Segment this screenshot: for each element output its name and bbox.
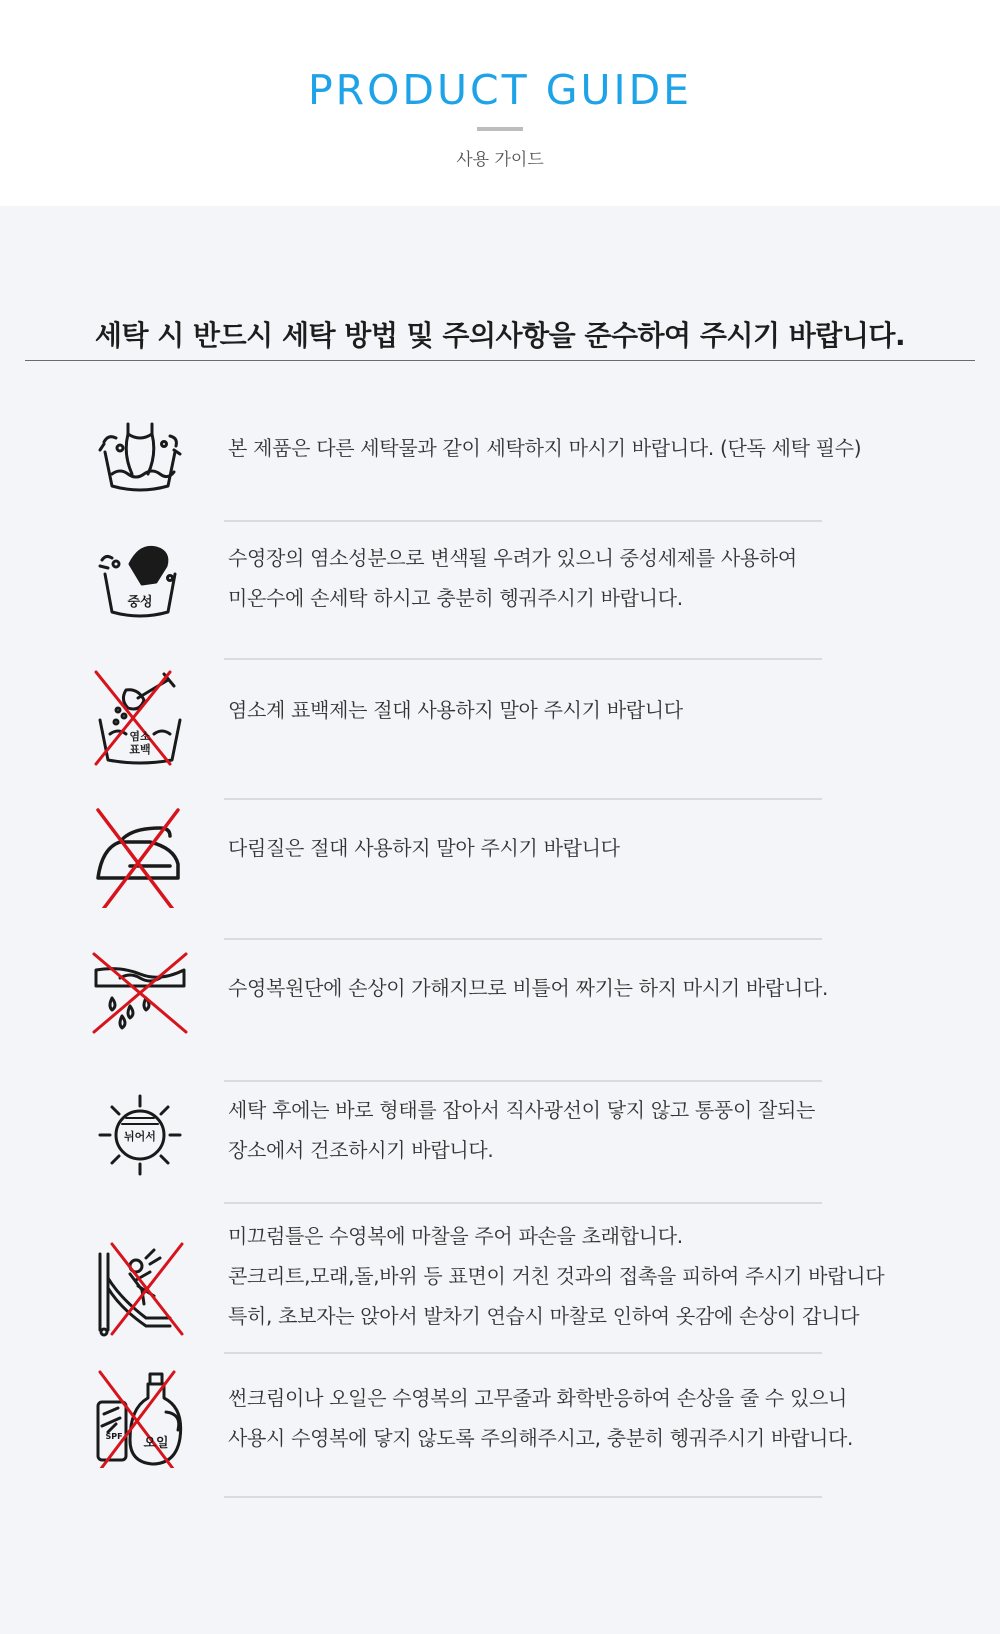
guide-text	[228, 428, 861, 468]
guide-line: 염소계 표백제는 절대 사용하지 말아 주시기 바랍니다	[228, 698, 683, 722]
guide-line: 콘크리트,모래,돌,바위 등 표면이 거친 것과의 접촉을 피하여 주시기 바랍니다	[228, 1264, 885, 1288]
row-divider	[224, 1080, 822, 1082]
guide-line: 미온수에 손세탁 하시고 충분히 헹궈주시기 바랍니다.	[228, 586, 683, 610]
row-divider	[224, 520, 822, 522]
icon-label: 오일	[143, 1436, 169, 1451]
row-divider	[224, 1352, 822, 1354]
guide-line: 수영복원단에 손상이 가해지므로 비틀어 짜기는 하지 마시기 바랍니다.	[228, 976, 829, 1000]
row-divider	[224, 1202, 822, 1204]
page-header	[0, 0, 1000, 206]
no-chlorine-bleach-icon	[90, 668, 190, 768]
shade-dry-icon	[90, 1090, 190, 1190]
guide-line: 사용시 수영복에 닿지 않도록 주의해주시고, 충분히 헹궈주시기 바랍니다.	[228, 1426, 854, 1450]
guide-text	[228, 690, 683, 730]
guide-line: 미끄럼틀은 수영복에 마찰을 주어 파손을 초래합니다.	[228, 1224, 683, 1248]
guide-text	[228, 828, 620, 868]
no-wringing-icon	[90, 952, 190, 1052]
icon-label-line: 표백	[129, 743, 151, 756]
guide-line: 수영장의 염소성분으로 변색될 우려가 있으니 중성세제를 사용하여	[228, 546, 797, 570]
row-divider	[224, 1496, 822, 1498]
title-divider	[477, 127, 523, 131]
page-title: PRODUCT GUIDE	[307, 66, 693, 114]
icon-label: 뉘어서	[124, 1130, 156, 1143]
row-divider	[224, 658, 822, 660]
guide-line: 본 제품은 다른 세탁물과 같이 세탁하지 마시기 바랍니다. (단독 세탁 필수)	[228, 436, 862, 460]
notice-divider	[25, 360, 975, 361]
guide-section	[0, 206, 1000, 1634]
page-subtitle: 사용 가이드	[456, 150, 544, 170]
guide-text	[228, 1090, 815, 1170]
icon-label: 중성	[127, 595, 153, 610]
icon-label	[118, 730, 162, 756]
no-ironing-icon	[90, 808, 190, 908]
icon-label-line: 염소	[129, 730, 151, 743]
hand-wash-alone-icon	[90, 414, 190, 514]
guide-text	[228, 1216, 884, 1336]
guide-text	[228, 1378, 853, 1458]
no-slide-friction-icon	[90, 1238, 190, 1338]
guide-line: 장소에서 건조하시기 바랍니다.	[228, 1138, 494, 1162]
guide-line: 세탁 후에는 바로 형태를 잡아서 직사광선이 닿지 않고 통풍이 잘되는	[228, 1098, 816, 1122]
guide-line: 썬크림이나 오일은 수영복의 고무줄과 화학반응하여 손상을 줄 수 있으니	[228, 1386, 848, 1410]
guide-text	[228, 538, 797, 618]
no-sunscreen-oil-icon	[90, 1368, 190, 1468]
notice-heading: 세탁 시 반드시 세탁 방법 및 주의사항을 준수하여 주시기 바랍니다.	[94, 319, 906, 352]
guide-line: 다림질은 절대 사용하지 말아 주시기 바랍니다	[228, 836, 620, 860]
row-divider	[224, 938, 822, 940]
row-divider	[224, 798, 822, 800]
icon-label: SPF	[105, 1432, 123, 1441]
guide-text	[228, 968, 828, 1008]
guide-line: 특히, 초보자는 앉아서 발차기 연습시 마찰로 인하여 옷감에 손상이 갑니다	[228, 1304, 860, 1328]
neutral-detergent-hand-wash-icon	[90, 534, 190, 634]
